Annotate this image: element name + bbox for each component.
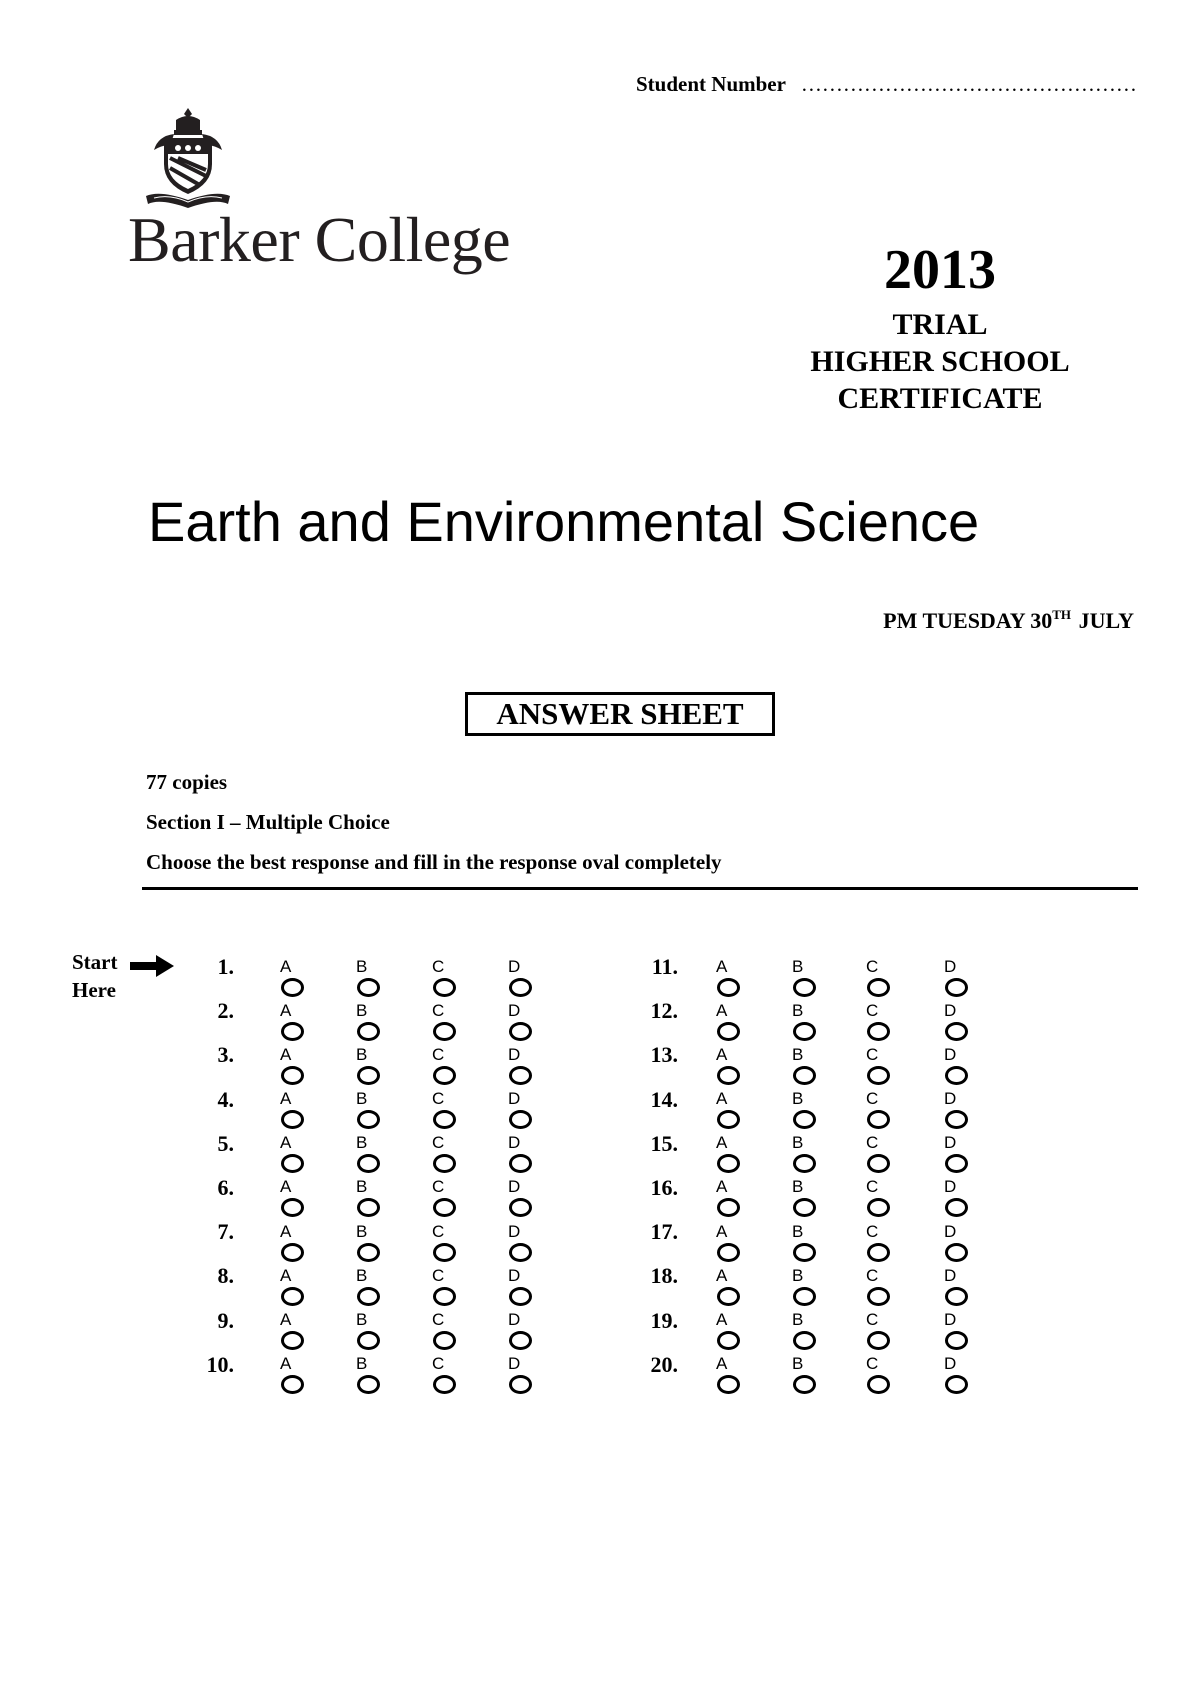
answer-option-c[interactable] (866, 956, 890, 997)
response-oval-icon[interactable] (509, 1198, 532, 1217)
exam-date (883, 607, 1134, 634)
option-letter: A (280, 1000, 292, 1020)
response-oval-icon[interactable] (867, 1198, 890, 1217)
question-number: 8. (217, 1263, 234, 1289)
option-letter: D (508, 1310, 521, 1330)
response-oval-icon[interactable] (433, 1243, 456, 1262)
option-letter: D (944, 956, 957, 976)
response-oval-icon[interactable] (793, 978, 816, 997)
answer-option-a[interactable] (716, 1000, 740, 1041)
response-oval-icon[interactable] (717, 1198, 740, 1217)
option-letter: B (356, 956, 368, 976)
start-here-line: Here (72, 978, 116, 1002)
question-number: 11. (651, 954, 678, 979)
option-letter: C (432, 1221, 445, 1241)
answer-option-c[interactable] (866, 1310, 890, 1351)
answer-option-c[interactable] (866, 1044, 890, 1085)
answer-option-c[interactable] (866, 1000, 890, 1041)
response-oval-icon[interactable] (357, 1375, 380, 1394)
response-oval-icon[interactable] (793, 1198, 816, 1217)
answer-option-c[interactable] (432, 1310, 456, 1351)
option-letter: D (508, 1221, 521, 1241)
option-letter: A (280, 1089, 292, 1109)
response-oval-icon[interactable] (433, 1375, 456, 1394)
response-oval-icon[interactable] (509, 1110, 532, 1129)
answer-option-c[interactable] (432, 1133, 456, 1174)
response-oval-icon[interactable] (509, 978, 532, 997)
answer-option-b[interactable] (792, 1089, 816, 1130)
question-number: 16. (650, 1174, 678, 1200)
answer-option-c[interactable] (866, 1089, 890, 1130)
option-letter: C (866, 1310, 879, 1330)
option-letter: C (432, 1044, 445, 1064)
answer-option-c[interactable] (432, 1354, 456, 1395)
answer-option-a[interactable] (716, 1221, 740, 1262)
answer-option-c[interactable] (432, 1000, 456, 1041)
option-letter: A (716, 1133, 728, 1153)
answer-option-d[interactable] (944, 956, 968, 997)
option-letter: B (792, 1177, 804, 1197)
option-letter: A (280, 1221, 292, 1241)
answer-option-b[interactable] (356, 1133, 380, 1174)
response-oval-icon[interactable] (281, 1287, 304, 1306)
start-here-label (72, 948, 118, 1004)
option-letter: C (866, 1354, 879, 1374)
answer-option-c[interactable] (866, 1265, 890, 1306)
response-oval-icon[interactable] (509, 1066, 532, 1085)
answer-option-b[interactable] (792, 956, 816, 997)
response-oval-icon[interactable] (793, 1287, 816, 1306)
option-letter: B (356, 1177, 368, 1197)
response-oval-icon[interactable] (717, 1287, 740, 1306)
answer-option-b[interactable] (792, 1177, 816, 1218)
response-oval-icon[interactable] (281, 1154, 304, 1173)
answer-option-d[interactable] (944, 1354, 968, 1395)
response-oval-icon[interactable] (945, 1243, 968, 1262)
exam-date-suffix: TH (1052, 607, 1072, 622)
response-oval-icon[interactable] (433, 1022, 456, 1041)
option-letter: A (716, 1354, 728, 1374)
question-number: 18. (650, 1263, 678, 1289)
answer-option-b[interactable] (356, 1221, 380, 1262)
answer-option-c[interactable] (866, 1133, 890, 1174)
response-oval-icon[interactable] (945, 1110, 968, 1129)
answer-option-a[interactable] (716, 1265, 740, 1306)
answer-option-b[interactable] (356, 1265, 380, 1306)
option-letter: A (716, 1089, 728, 1109)
answer-option-b[interactable] (356, 1000, 380, 1041)
response-oval-icon[interactable] (509, 1375, 532, 1394)
response-oval-icon[interactable] (793, 1243, 816, 1262)
question-number: 7. (217, 1219, 234, 1245)
response-oval-icon[interactable] (281, 1022, 304, 1041)
option-letter: C (866, 1089, 879, 1109)
option-letter: C (432, 1310, 445, 1330)
response-oval-icon[interactable] (509, 1287, 532, 1306)
answer-option-b[interactable] (792, 1221, 816, 1262)
option-letter: D (508, 1133, 521, 1153)
question-number: 2. (217, 998, 234, 1024)
option-letter: C (432, 1000, 445, 1020)
exam-type-line: TRIAL (892, 308, 988, 341)
option-letter: C (866, 956, 879, 976)
answer-option-b[interactable] (792, 1354, 816, 1395)
response-oval-icon[interactable] (433, 1331, 456, 1350)
option-letter: D (944, 1177, 957, 1197)
response-oval-icon[interactable] (357, 1154, 380, 1173)
answer-option-d[interactable] (508, 1310, 532, 1351)
section-title: Section I – Multiple Choice (146, 810, 390, 834)
question-number: 5. (217, 1130, 234, 1156)
answer-option-a[interactable] (280, 1133, 304, 1174)
response-oval-icon[interactable] (509, 1331, 532, 1350)
instruction-text: Choose the best response and fill in the response oval completely (146, 850, 722, 874)
option-letter: D (944, 1265, 957, 1285)
answer-option-a[interactable] (280, 1354, 304, 1395)
option-letter: B (792, 1265, 804, 1285)
response-oval-icon[interactable] (509, 1243, 532, 1262)
option-letter: A (280, 1265, 292, 1285)
start-here-line: Start (72, 950, 118, 974)
option-letter: D (944, 1089, 957, 1109)
response-oval-icon[interactable] (281, 1243, 304, 1262)
response-oval-icon[interactable] (433, 978, 456, 997)
question-number: 12. (650, 998, 678, 1024)
answer-option-d[interactable] (508, 1044, 532, 1085)
response-oval-icon[interactable] (281, 1375, 304, 1394)
option-letter: C (866, 1044, 879, 1064)
response-oval-icon[interactable] (357, 1331, 380, 1350)
subject-title: Earth and Environmental Science (148, 490, 980, 553)
copies-note: 77 copies (146, 770, 228, 794)
exam-date-main: PM TUESDAY 30 (883, 608, 1053, 633)
answer-option-d[interactable] (508, 956, 532, 997)
answer-option-d[interactable] (508, 1133, 532, 1174)
answer-option-b[interactable] (792, 1000, 816, 1041)
school-crest-icon (140, 106, 236, 214)
option-letter: B (356, 1310, 368, 1330)
option-letter: D (508, 1354, 521, 1374)
response-oval-icon[interactable] (945, 978, 968, 997)
option-letter: D (944, 1044, 957, 1064)
response-oval-icon[interactable] (717, 1110, 740, 1129)
exam-date-month: JULY (1078, 608, 1134, 633)
answer-option-a[interactable] (716, 1177, 740, 1218)
option-letter: D (508, 1000, 521, 1020)
answer-option-b[interactable] (356, 1089, 380, 1130)
exam-type-line: HIGHER SCHOOL (810, 345, 1070, 378)
response-oval-icon[interactable] (945, 1066, 968, 1085)
option-letter: B (792, 1044, 804, 1064)
answer-option-d[interactable] (944, 1089, 968, 1130)
option-letter: C (866, 1221, 879, 1241)
answer-option-d[interactable] (944, 1310, 968, 1351)
answer-option-c[interactable] (432, 1089, 456, 1130)
option-letter: B (356, 1133, 368, 1153)
option-letter: C (866, 1000, 879, 1020)
option-letter: A (716, 1044, 728, 1064)
answer-option-c[interactable] (432, 1265, 456, 1306)
response-oval-icon[interactable] (945, 1287, 968, 1306)
option-letter: D (508, 1177, 521, 1197)
answer-option-c[interactable] (866, 1177, 890, 1218)
response-oval-icon[interactable] (357, 1243, 380, 1262)
answer-option-d[interactable] (944, 1133, 968, 1174)
question-number: 15. (650, 1130, 678, 1156)
answer-option-b[interactable] (792, 1265, 816, 1306)
question-number: 1. (217, 954, 234, 979)
response-oval-icon[interactable] (281, 1066, 304, 1085)
option-letter: C (432, 1133, 445, 1153)
response-oval-icon[interactable] (867, 1110, 890, 1129)
response-oval-icon[interactable] (945, 1022, 968, 1041)
arrow-right-icon (130, 955, 174, 977)
response-oval-icon[interactable] (717, 1243, 740, 1262)
response-oval-icon[interactable] (793, 1331, 816, 1350)
exam-year: 2013 (884, 239, 996, 301)
option-letter: A (280, 1354, 292, 1374)
option-letter: D (944, 1354, 957, 1374)
answer-option-b[interactable] (356, 1310, 380, 1351)
option-letter: A (716, 956, 728, 976)
question-number: 14. (650, 1086, 678, 1112)
answer-option-d[interactable] (508, 1000, 532, 1041)
response-oval-icon[interactable] (867, 1331, 890, 1350)
option-letter: B (356, 1089, 368, 1109)
option-letter: D (944, 1133, 957, 1153)
answer-option-a[interactable] (280, 956, 304, 997)
answer-option-c[interactable] (432, 1177, 456, 1218)
answer-option-a[interactable] (716, 956, 740, 997)
question-number: 9. (217, 1307, 234, 1333)
option-letter: D (508, 1044, 521, 1064)
answer-option-b[interactable] (356, 1354, 380, 1395)
response-oval-icon[interactable] (717, 1331, 740, 1350)
option-letter: D (944, 1000, 957, 1020)
response-oval-icon[interactable] (945, 1154, 968, 1173)
response-oval-icon[interactable] (357, 1110, 380, 1129)
answer-option-b[interactable] (792, 1133, 816, 1174)
response-oval-icon[interactable] (357, 978, 380, 997)
answer-option-a[interactable] (280, 1265, 304, 1306)
option-letter: A (716, 1177, 728, 1197)
answer-option-d[interactable] (944, 1044, 968, 1085)
answer-option-d[interactable] (944, 1177, 968, 1218)
response-oval-icon[interactable] (717, 978, 740, 997)
response-oval-icon[interactable] (945, 1198, 968, 1217)
answer-option-d[interactable] (508, 1177, 532, 1218)
response-oval-icon[interactable] (867, 1375, 890, 1394)
option-letter: D (508, 1265, 521, 1285)
option-letter: A (280, 1310, 292, 1330)
option-letter: C (432, 1089, 445, 1109)
option-letter: B (792, 1089, 804, 1109)
option-letter: A (716, 1221, 728, 1241)
option-letter: C (866, 1177, 879, 1197)
response-oval-icon[interactable] (433, 1154, 456, 1173)
response-oval-icon[interactable] (793, 1066, 816, 1085)
question-number: 6. (217, 1174, 234, 1200)
response-oval-icon[interactable] (281, 978, 304, 997)
option-letter: B (356, 1044, 368, 1064)
question-number: 17. (650, 1219, 678, 1245)
response-oval-icon[interactable] (357, 1022, 380, 1041)
exam-type-line: CERTIFICATE (837, 382, 1043, 415)
option-letter: B (356, 1265, 368, 1285)
response-oval-icon[interactable] (357, 1066, 380, 1085)
response-oval-icon[interactable] (357, 1287, 380, 1306)
option-letter: A (716, 1265, 728, 1285)
question-number: 3. (217, 1042, 234, 1068)
response-oval-icon[interactable] (717, 1154, 740, 1173)
question-number: 4. (217, 1086, 234, 1112)
answer-option-b[interactable] (792, 1044, 816, 1085)
response-oval-icon[interactable] (433, 1110, 456, 1129)
response-oval-icon[interactable] (281, 1198, 304, 1217)
response-oval-icon[interactable] (281, 1331, 304, 1350)
response-oval-icon[interactable] (867, 1243, 890, 1262)
answer-option-c[interactable] (866, 1221, 890, 1262)
answer-option-c[interactable] (432, 1221, 456, 1262)
response-oval-icon[interactable] (357, 1198, 380, 1217)
answer-option-b[interactable] (356, 1044, 380, 1085)
response-oval-icon[interactable] (867, 1154, 890, 1173)
question-number: 19. (650, 1307, 678, 1333)
response-oval-icon[interactable] (433, 1198, 456, 1217)
response-oval-icon[interactable] (717, 1375, 740, 1394)
option-letter: D (508, 956, 521, 976)
option-letter: B (356, 1000, 368, 1020)
answer-option-b[interactable] (356, 1177, 380, 1218)
option-letter: A (716, 1310, 728, 1330)
option-letter: B (792, 1310, 804, 1330)
option-letter: C (432, 1177, 445, 1197)
option-letter: B (792, 1000, 804, 1020)
answer-option-a[interactable] (280, 1089, 304, 1130)
response-oval-icon[interactable] (433, 1287, 456, 1306)
response-oval-icon[interactable] (945, 1375, 968, 1394)
student-number-blank[interactable]: ………………………………………… (800, 72, 1137, 96)
answer-option-d[interactable] (508, 1354, 532, 1395)
option-letter: C (866, 1265, 879, 1285)
answer-option-a[interactable] (280, 1177, 304, 1218)
divider (142, 887, 1138, 890)
answer-option-d[interactable] (944, 1265, 968, 1306)
option-letter: D (508, 1089, 521, 1109)
response-oval-icon[interactable] (867, 1022, 890, 1041)
option-letter: C (432, 1354, 445, 1374)
response-oval-icon[interactable] (793, 1110, 816, 1129)
response-oval-icon[interactable] (867, 978, 890, 997)
option-letter: B (356, 1354, 368, 1374)
option-letter: A (280, 1133, 292, 1153)
option-letter: A (280, 1044, 292, 1064)
answer-option-c[interactable] (432, 956, 456, 997)
student-number-label: Student Number (636, 72, 786, 96)
option-letter: B (792, 1133, 804, 1153)
option-letter: A (716, 1000, 728, 1020)
question-number: 13. (650, 1042, 678, 1068)
option-letter: C (432, 1265, 445, 1285)
option-letter: A (280, 956, 292, 976)
question-number: 10. (206, 1351, 234, 1377)
school-name: Barker College (128, 204, 511, 275)
option-letter: A (280, 1177, 292, 1197)
response-oval-icon[interactable] (867, 1287, 890, 1306)
answer-option-d[interactable] (508, 1221, 532, 1262)
option-letter: B (792, 1221, 804, 1241)
student-number-field (636, 72, 1137, 97)
answer-sheet-heading: ANSWER SHEET (465, 692, 775, 736)
response-oval-icon[interactable] (433, 1066, 456, 1085)
response-oval-icon[interactable] (793, 1154, 816, 1173)
response-oval-icon[interactable] (509, 1154, 532, 1173)
option-letter: C (866, 1133, 879, 1153)
answer-option-a[interactable] (716, 1089, 740, 1130)
answer-option-a[interactable] (280, 1000, 304, 1041)
answer-option-c[interactable] (432, 1044, 456, 1085)
answer-option-b[interactable] (356, 956, 380, 997)
response-oval-icon[interactable] (509, 1022, 532, 1041)
answer-option-a[interactable] (716, 1133, 740, 1174)
response-oval-icon[interactable] (793, 1375, 816, 1394)
option-letter: D (944, 1310, 957, 1330)
answer-option-a[interactable] (716, 1310, 740, 1351)
exam-type (770, 306, 1110, 417)
answer-option-a[interactable] (280, 1310, 304, 1351)
option-letter: D (944, 1221, 957, 1241)
answer-option-d[interactable] (508, 1089, 532, 1130)
answer-option-a[interactable] (716, 1354, 740, 1395)
answer-option-d[interactable] (508, 1265, 532, 1306)
answer-option-d[interactable] (944, 1000, 968, 1041)
option-letter: B (792, 1354, 804, 1374)
answer-option-b[interactable] (792, 1310, 816, 1351)
response-oval-icon[interactable] (717, 1066, 740, 1085)
option-letter: C (432, 956, 445, 976)
answer-option-a[interactable] (716, 1044, 740, 1085)
answer-option-a[interactable] (280, 1044, 304, 1085)
response-oval-icon[interactable] (945, 1331, 968, 1350)
response-oval-icon[interactable] (717, 1022, 740, 1041)
answer-option-c[interactable] (866, 1354, 890, 1395)
response-oval-icon[interactable] (281, 1110, 304, 1129)
answer-option-a[interactable] (280, 1221, 304, 1262)
response-oval-icon[interactable] (867, 1066, 890, 1085)
option-letter: B (356, 1221, 368, 1241)
question-number: 20. (650, 1351, 678, 1377)
response-oval-icon[interactable] (793, 1022, 816, 1041)
option-letter: B (792, 956, 804, 976)
answer-option-d[interactable] (944, 1221, 968, 1262)
